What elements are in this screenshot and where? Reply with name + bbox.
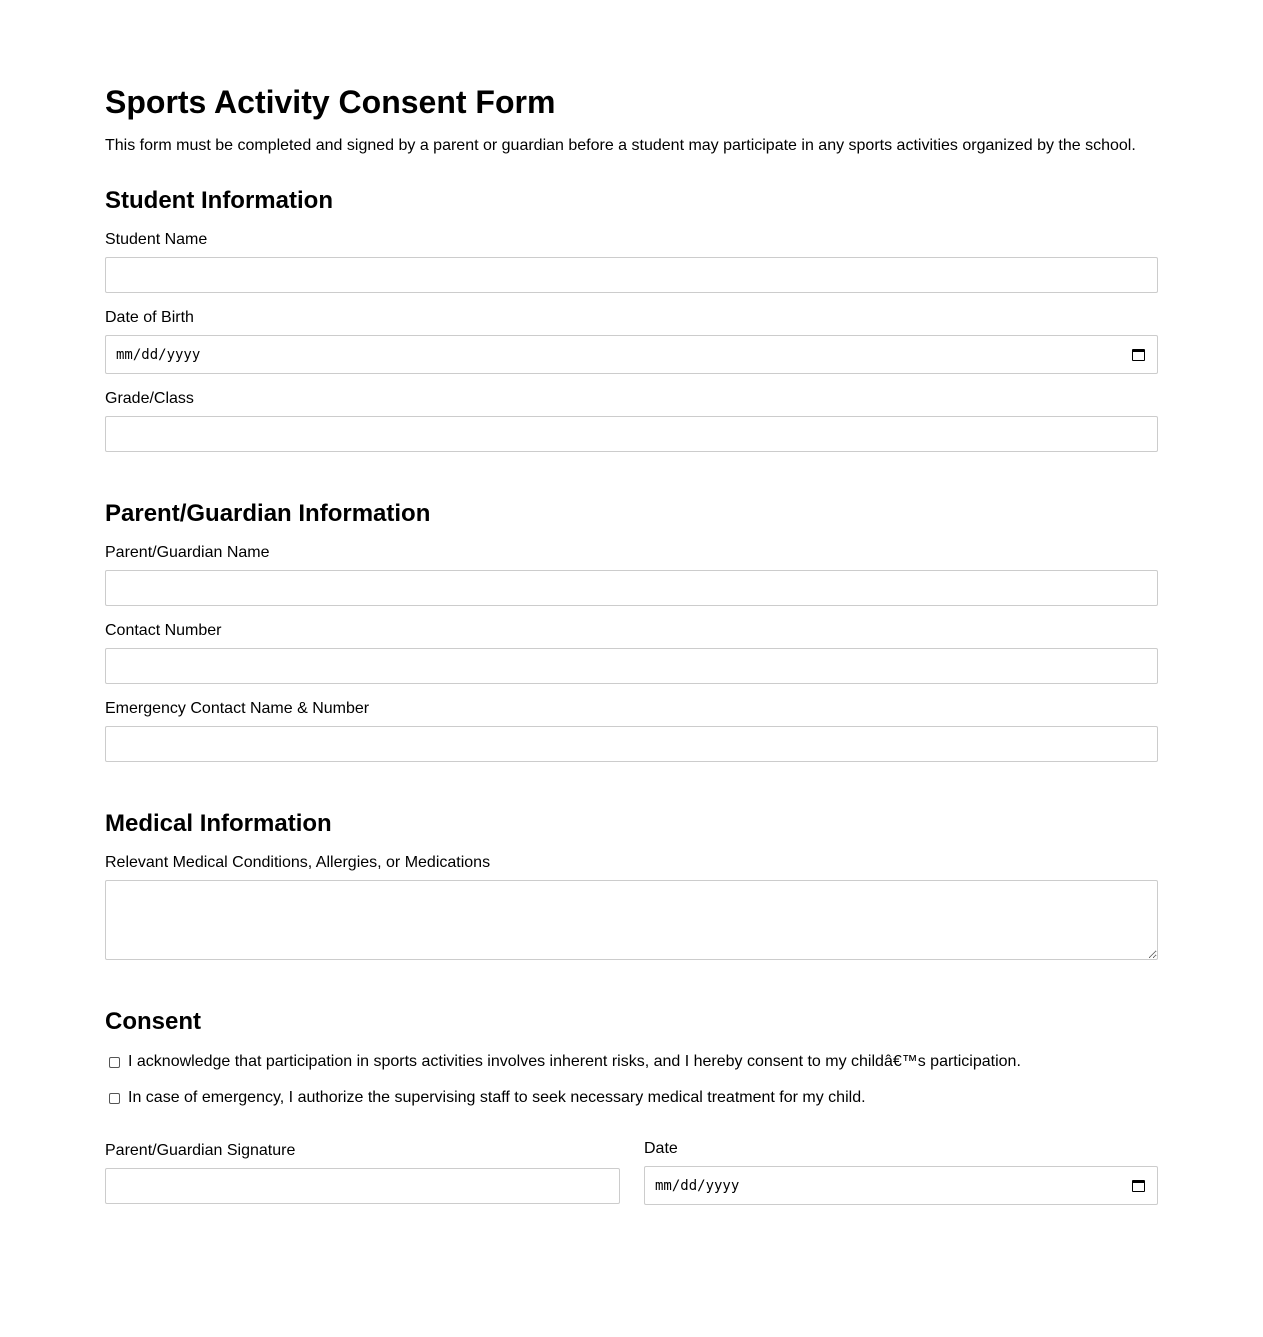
dob-placeholder: mm/dd/yyyy bbox=[116, 346, 201, 363]
consent-section-heading: Consent bbox=[105, 1008, 201, 1035]
medical-section-heading: Medical Information bbox=[105, 810, 332, 837]
risk-consent-checkbox-row[interactable] bbox=[109, 1052, 1021, 1072]
page-title: Sports Activity Consent Form bbox=[105, 84, 556, 120]
student-name-input[interactable] bbox=[105, 257, 1158, 293]
student-name-label: Student Name bbox=[105, 231, 208, 248]
medical-authorization-label: In case of emergency, I authorize the supervising staff to seek necessary medical treatment for my child. bbox=[128, 1089, 866, 1106]
signature-label: Parent/Guardian Signature bbox=[105, 1142, 296, 1159]
medical-conditions-label: Relevant Medical Conditions, Allergies, or Medications bbox=[105, 854, 491, 871]
risk-consent-checkbox[interactable] bbox=[109, 1057, 120, 1068]
contact-number-label: Contact Number bbox=[105, 622, 222, 639]
parent-name-label: Parent/Guardian Name bbox=[105, 544, 270, 561]
medical-authorization-checkbox[interactable] bbox=[109, 1093, 120, 1104]
form-description: This form must be completed and signed by a parent or guardian before a student may participate in any sports activities organized by the school. bbox=[105, 137, 1136, 154]
signature-date-input[interactable] bbox=[644, 1166, 1158, 1205]
risk-consent-label: I acknowledge that participation in sports activities involves inherent risks, and I hereby consent to my childâ€™s participation. bbox=[128, 1053, 1021, 1070]
parent-name-input[interactable] bbox=[105, 570, 1158, 606]
parent-section-heading: Parent/Guardian Information bbox=[105, 500, 431, 527]
signature-date-placeholder: mm/dd/yyyy bbox=[655, 1177, 740, 1194]
emergency-contact-input[interactable] bbox=[105, 726, 1158, 762]
calendar-icon[interactable] bbox=[1132, 349, 1145, 361]
contact-number-input[interactable] bbox=[105, 648, 1158, 684]
medical-conditions-textarea[interactable] bbox=[105, 880, 1158, 960]
grade-label: Grade/Class bbox=[105, 390, 194, 407]
medical-authorization-checkbox-row[interactable] bbox=[109, 1088, 866, 1108]
dob-label: Date of Birth bbox=[105, 309, 194, 326]
dob-input[interactable] bbox=[105, 335, 1158, 374]
emergency-contact-label: Emergency Contact Name & Number bbox=[105, 700, 370, 717]
signature-input[interactable] bbox=[105, 1168, 620, 1204]
student-section-heading: Student Information bbox=[105, 187, 333, 214]
signature-date-label: Date bbox=[644, 1140, 678, 1157]
grade-input[interactable] bbox=[105, 416, 1158, 452]
calendar-icon[interactable] bbox=[1132, 1180, 1145, 1192]
